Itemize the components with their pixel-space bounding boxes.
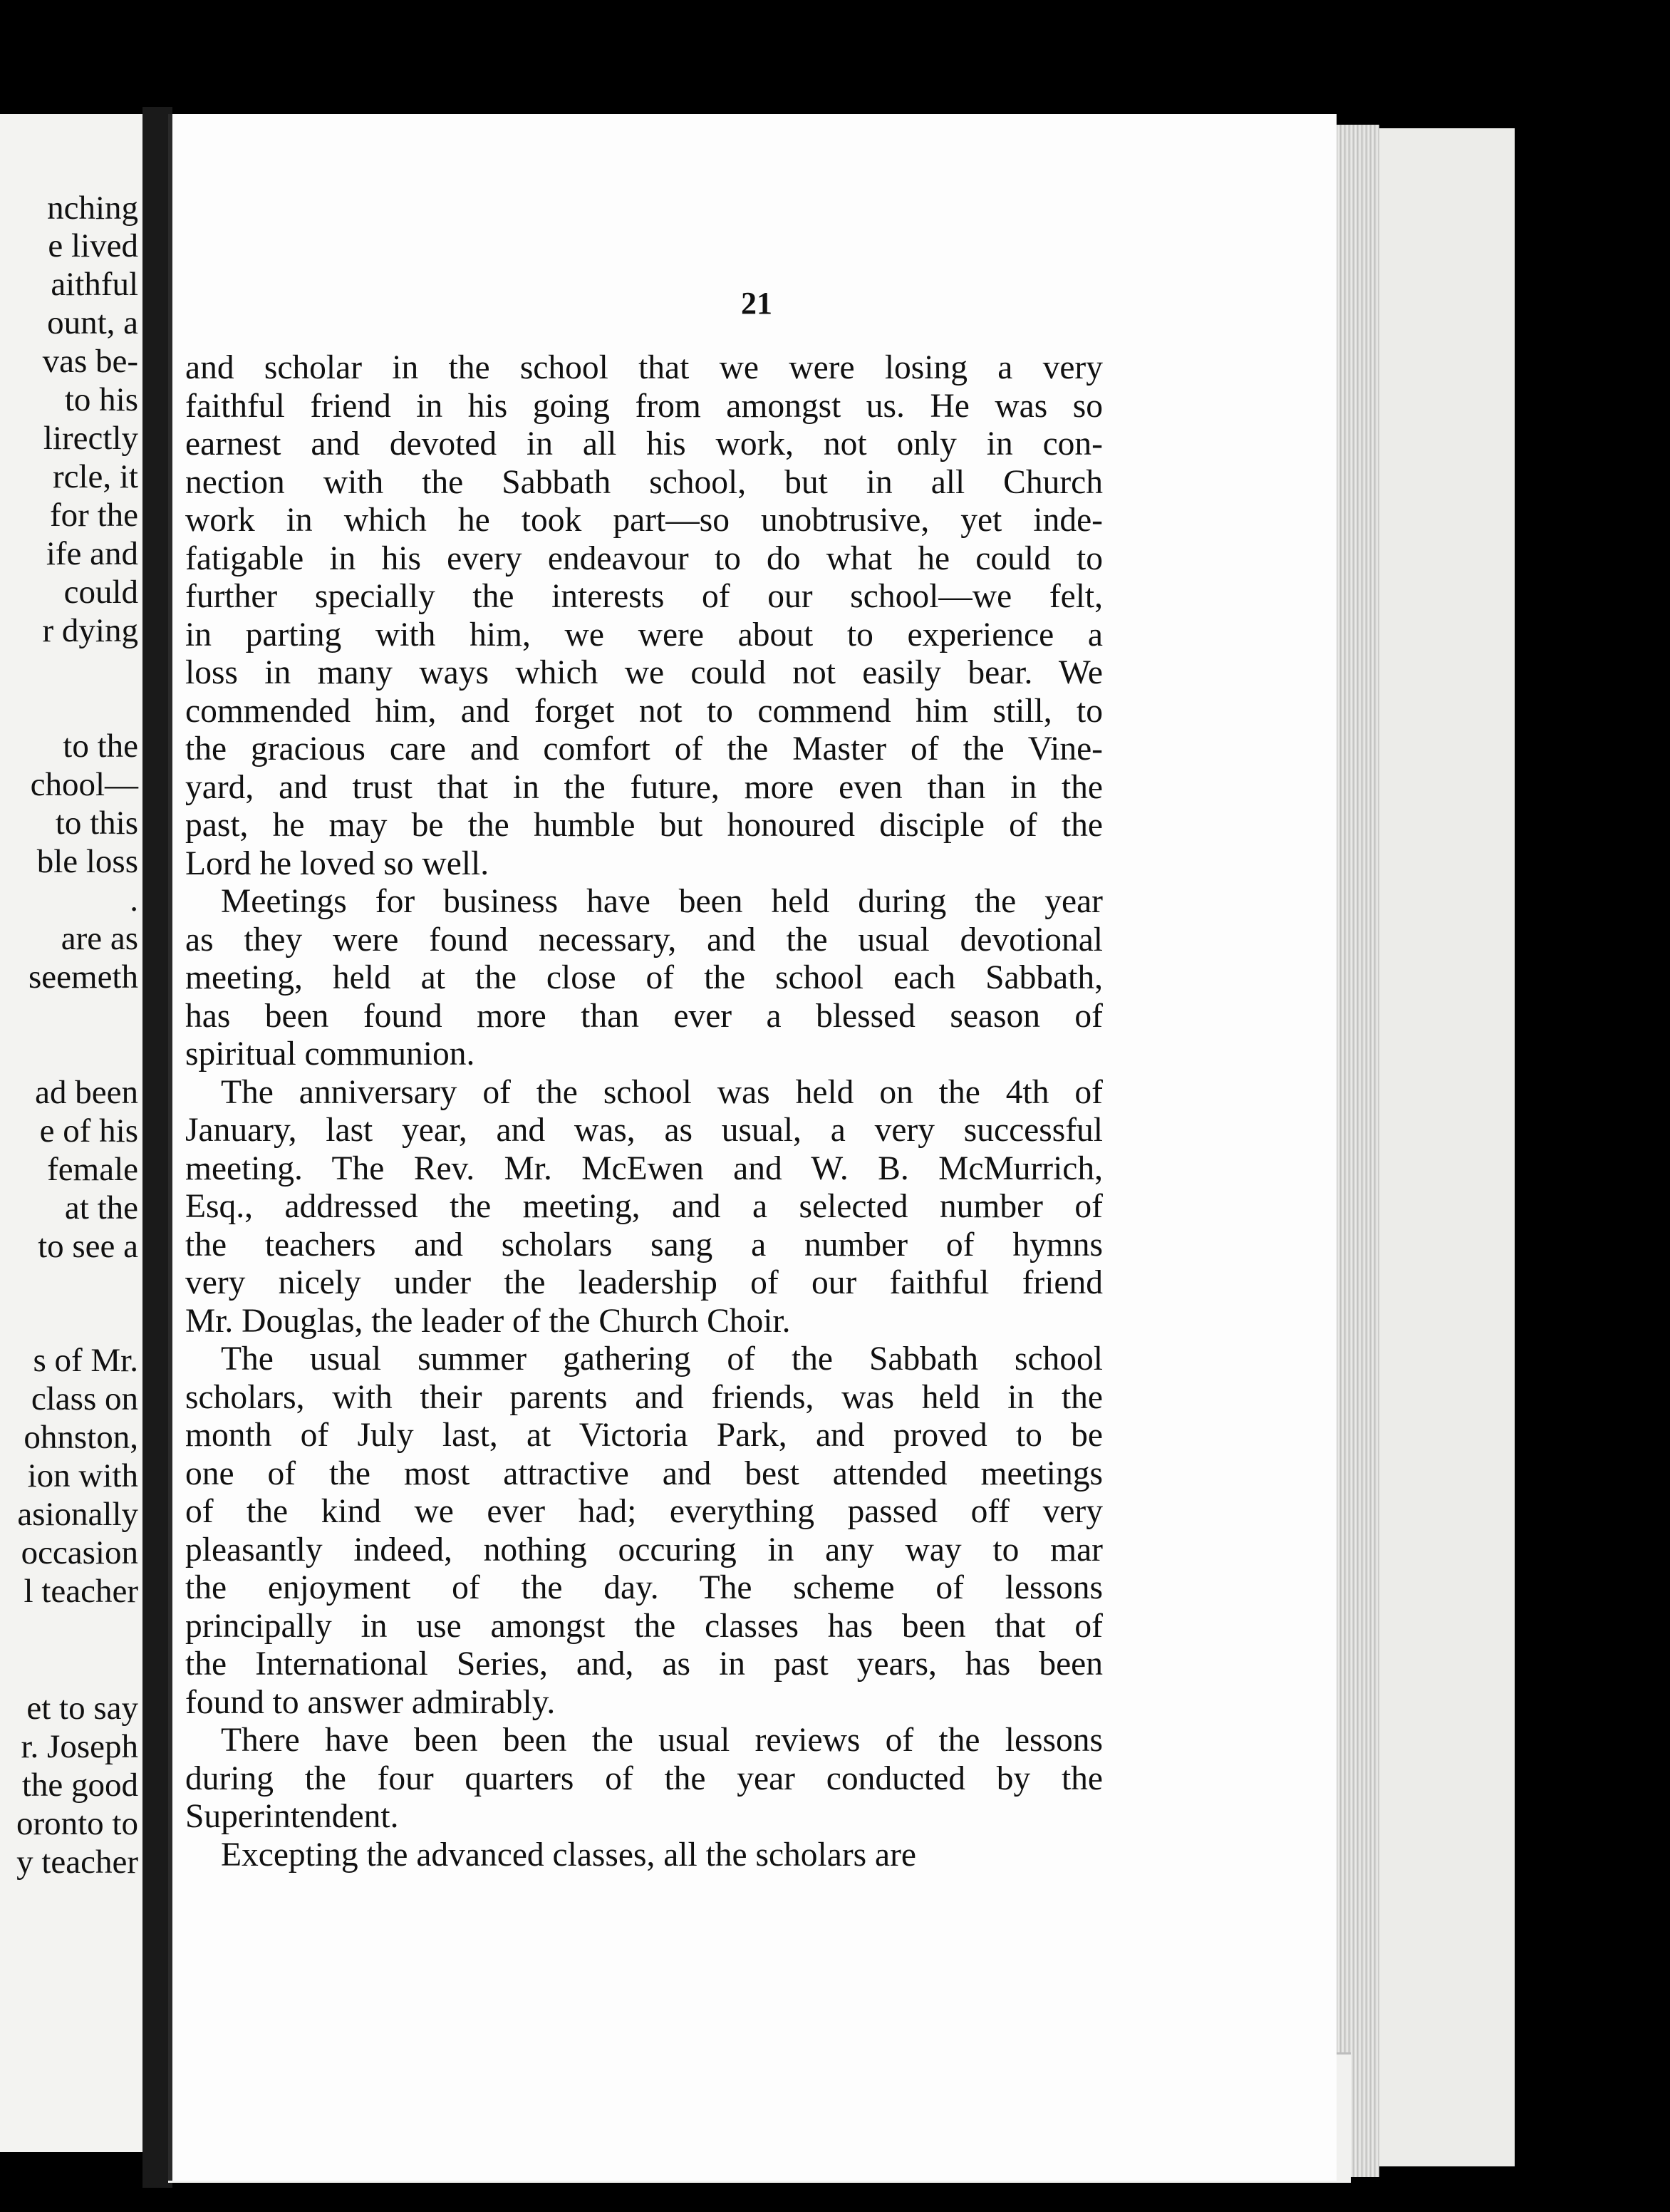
text-line: has been found more than ever a blessed season of — [185, 997, 1103, 1035]
text-line: pleasantly indeed, nothing occuring in any way to mar — [185, 1531, 1103, 1568]
text-line: The usual summer gathering of the Sabbath school — [221, 1340, 1103, 1378]
text-line: as they were found necessary, and the usual devotional — [185, 921, 1103, 958]
left-page-fragment: y teacher — [16, 1844, 138, 1881]
text-line: scholars, with their parents and friends, was held in the — [185, 1378, 1103, 1416]
left-page-fragment: female — [47, 1151, 138, 1188]
text-line: Excepting the advanced classes, all the scholars are — [221, 1836, 916, 1874]
text-line: Superintendent. — [185, 1798, 399, 1835]
left-page-fragment: r. Joseph — [21, 1728, 138, 1765]
text-line: found to answer admirably. — [185, 1683, 556, 1721]
text-line: of the kind we ever had; everything passed off very — [185, 1493, 1103, 1530]
left-page-fragment: . — [130, 882, 138, 919]
left-page-fragment: lirectly — [43, 420, 138, 457]
paragraph — [185, 883, 1103, 1074]
left-page-fragment: to this — [55, 805, 138, 842]
left-page-fragment: oronto to — [16, 1805, 138, 1842]
left-page-fragment: nching — [47, 190, 138, 227]
text-line: the gracious care and comfort of the Master of the Vine- — [185, 730, 1103, 768]
paragraph — [185, 1340, 1103, 1722]
left-page-fragment: chool— — [30, 766, 138, 803]
text-line: further specially the interests of our school—we felt, — [185, 578, 1103, 615]
page-stack-edge — [1379, 128, 1515, 2166]
text-line: past, he may be the humble but honoured disciple of the — [185, 807, 1103, 844]
left-page-fragment: s of Mr. — [33, 1342, 138, 1379]
text-line: nection with the Sabbath school, but in all Church — [185, 463, 1103, 501]
left-page-fragment: r dying — [42, 612, 138, 649]
left-page-fragment: et to say — [26, 1690, 138, 1727]
text-line: meeting. The Rev. Mr. McEwen and W. B. McMurrich, — [185, 1149, 1103, 1187]
text-line: the enjoyment of the day. The scheme of lessons — [185, 1569, 1103, 1606]
text-line: in parting with him, we were about to experience a — [185, 616, 1103, 653]
left-page-fragment: could — [63, 574, 138, 611]
text-line: spiritual communion. — [185, 1035, 475, 1073]
paragraph — [185, 349, 1103, 883]
left-page-fragment: class on — [31, 1380, 138, 1417]
text-line: one of the most attractive and best attended meetings — [185, 1454, 1103, 1492]
left-page-fragment: vas be- — [42, 343, 138, 380]
left-page-fragment: rcle, it — [52, 458, 138, 495]
left-page-fragment: ion with — [27, 1457, 138, 1494]
text-line: Meetings for business have been held during the year — [221, 883, 1103, 920]
left-page-fragment: to his — [64, 381, 138, 418]
text-line: The anniversary of the school was held on the 4th of — [221, 1073, 1103, 1111]
text-line: month of July last, at Victoria Park, and proved to be — [185, 1417, 1103, 1454]
left-facing-page — [0, 114, 142, 2152]
text-line: the teachers and scholars sang a number of hymns — [185, 1226, 1103, 1263]
text-line: very nicely under the leadership of our faithful friend — [185, 1264, 1103, 1301]
left-page-fragment: ad been — [35, 1074, 138, 1111]
paragraph — [185, 1722, 1103, 1836]
text-line: commended him, and forget not to commend him still, to — [185, 692, 1103, 730]
left-page-fragment: are as — [61, 920, 138, 957]
left-page-fragment: ount, a — [47, 304, 138, 341]
left-page-fragment: seemeth — [28, 958, 138, 996]
left-page-fragment: to see a — [38, 1228, 138, 1265]
text-line: meeting, held at the close of the school each Sabbath, — [185, 959, 1103, 996]
left-page-fragment: ife and — [46, 535, 138, 572]
text-line: fatigable in his every endeavour to do what he could to — [185, 539, 1103, 577]
page-fore-edge — [1337, 125, 1379, 2177]
text-line: Esq., addressed the meeting, and a selected number of — [185, 1188, 1103, 1225]
text-line: There have been been the usual reviews of the lessons — [221, 1722, 1103, 1759]
text-line: January, last year, and was, as usual, a very successful — [185, 1112, 1103, 1149]
left-page-fragment: e lived — [48, 227, 138, 264]
text-line: the International Series, and, as in past years, has been — [185, 1645, 1103, 1683]
left-page-fragment: l teacher — [24, 1573, 138, 1610]
left-page-fragment: ble loss — [36, 843, 138, 880]
left-page-fragment: occasion — [21, 1534, 138, 1571]
left-page-fragment: to the — [63, 728, 138, 765]
text-line: Mr. Douglas, the leader of the Church Choir. — [185, 1302, 791, 1340]
left-page-fragment: e of his — [39, 1112, 138, 1149]
page-number: 21 — [741, 286, 772, 321]
paragraph — [185, 1074, 1103, 1341]
text-line: during the four quarters of the year conducted by the — [185, 1759, 1103, 1797]
left-page-fragment: aithful — [51, 266, 138, 303]
text-line: earnest and devoted in all his work, not only in con- — [185, 425, 1103, 462]
text-line: Lord he loved so well. — [185, 844, 489, 882]
text-line: yard, and trust that in the future, more even than in the — [185, 768, 1103, 806]
text-line: work in which he took part—so unobtrusive, yet inde- — [185, 502, 1103, 539]
left-page-fragment: asionally — [17, 1496, 138, 1533]
text-line: loss in many ways which we could not easily bear. We — [185, 654, 1103, 691]
left-page-fragment: at the — [64, 1189, 138, 1226]
left-page-fragment: ohnston, — [24, 1419, 138, 1456]
left-page-fragment: for the — [50, 497, 138, 534]
left-page-fragment: the good — [21, 1767, 138, 1804]
paragraph — [185, 1836, 1103, 1875]
page-body-text — [185, 349, 1103, 1874]
text-line: principally in use amongst the classes has been that of — [185, 1607, 1103, 1645]
text-line: and scholar in the school that we were losing a very — [185, 349, 1103, 386]
text-line: faithful friend in his going from amongst us. He was so — [185, 387, 1103, 425]
